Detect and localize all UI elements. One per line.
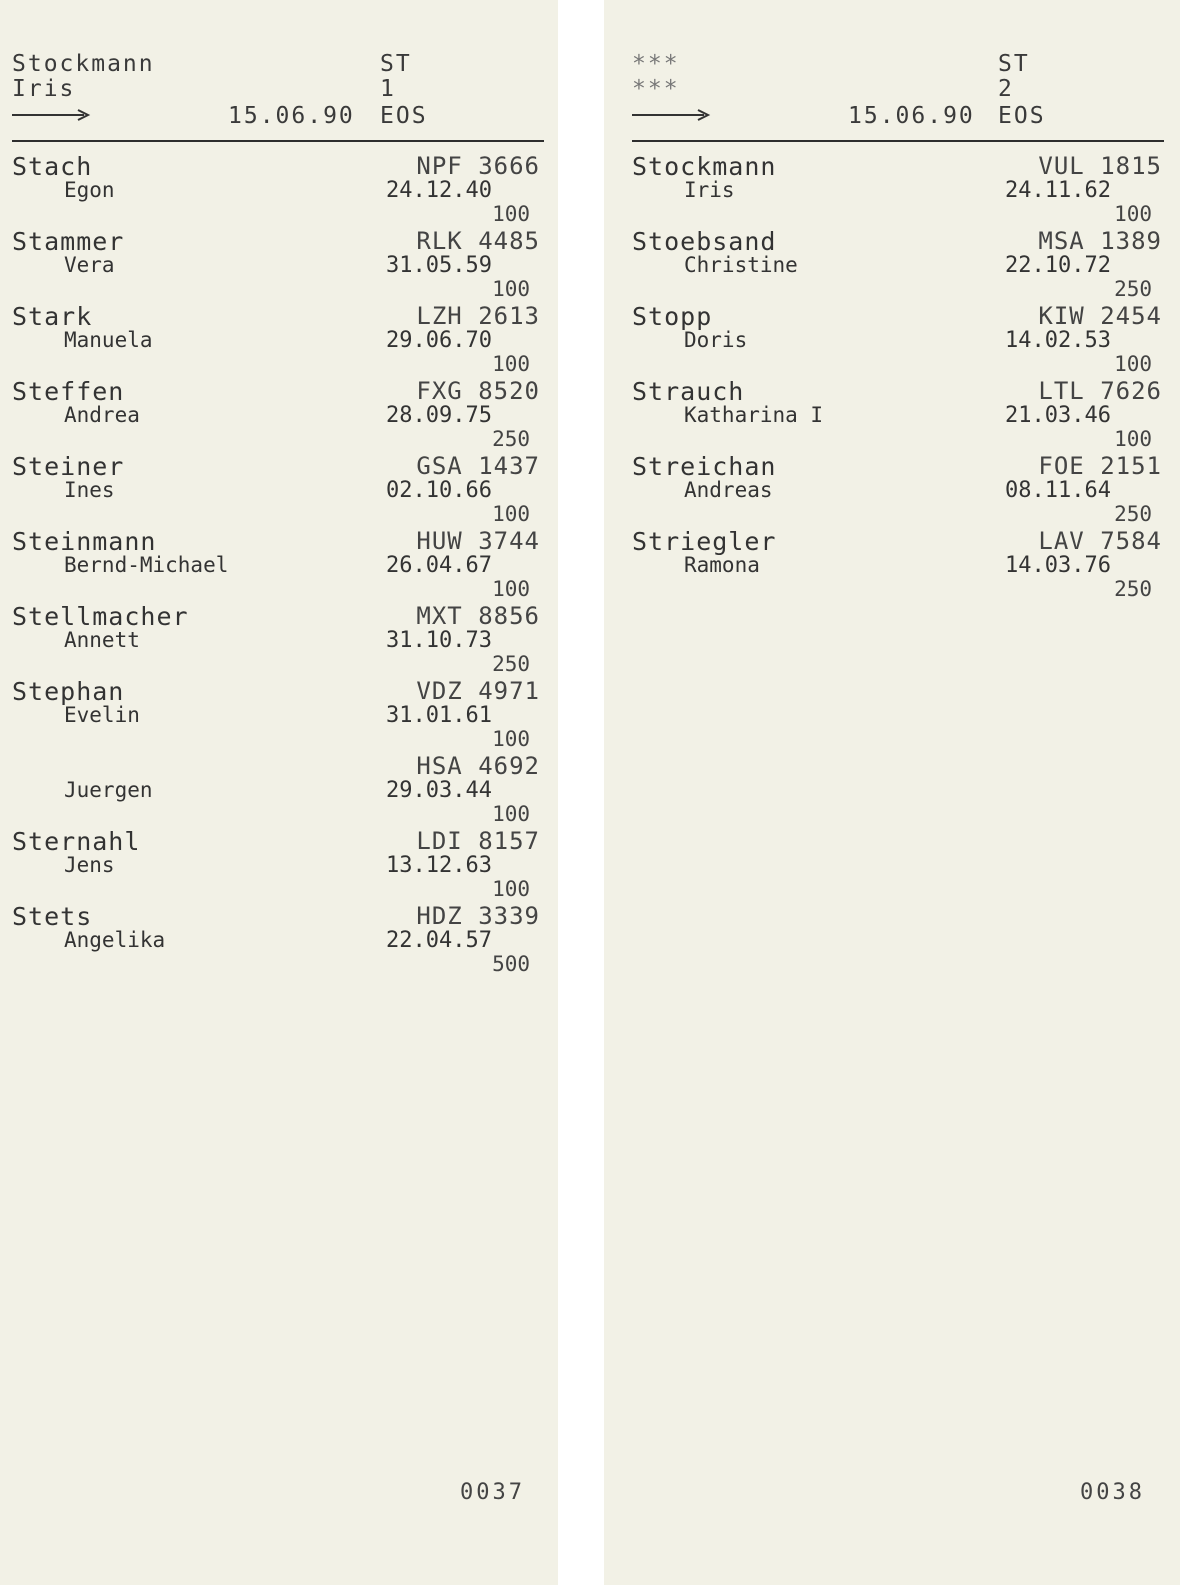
surname: Sternahl — [12, 827, 141, 856]
header-school-type: EOS — [380, 103, 428, 129]
amount: 250 — [492, 652, 530, 676]
list-item — [0, 602, 558, 678]
record-code: VUL 1815 — [1038, 152, 1162, 180]
birth-date: 24.12.40 — [386, 178, 492, 203]
birth-date: 13.12.63 — [386, 853, 492, 878]
birth-date: 14.02.53 — [1005, 328, 1111, 353]
list-item — [0, 302, 558, 378]
birth-date: 14.03.76 — [1005, 553, 1111, 578]
record-code: VDZ 4971 — [416, 677, 540, 705]
amount: 100 — [492, 502, 530, 526]
given-name: Annett — [64, 628, 140, 652]
birth-date: 02.10.66 — [386, 478, 492, 503]
header-divider — [12, 140, 544, 142]
birth-date: 31.01.61 — [386, 703, 492, 728]
record-code: LZH 2613 — [416, 302, 540, 330]
amount: 100 — [492, 202, 530, 226]
arrow-icon — [632, 108, 712, 122]
header-given: Iris — [12, 76, 76, 102]
birth-date: 21.03.46 — [1005, 403, 1111, 428]
birth-date: 26.04.67 — [386, 553, 492, 578]
surname: Stellmacher — [12, 602, 189, 631]
amount: 250 — [1114, 277, 1152, 301]
record-code: RLK 4485 — [416, 227, 540, 255]
record-code: LDI 8157 — [416, 827, 540, 855]
surname: Stach — [12, 152, 93, 181]
given-name: Juergen — [64, 778, 153, 802]
given-name: Ines — [64, 478, 115, 502]
record-code: HUW 3744 — [416, 527, 540, 555]
given-name: Evelin — [64, 703, 140, 727]
list-item — [0, 227, 558, 303]
given-name: Andreas — [684, 478, 773, 502]
surname: Stoebsand — [632, 227, 777, 256]
list-item — [0, 677, 558, 753]
surname: Strauch — [632, 377, 745, 406]
given-name: Christine — [684, 253, 798, 277]
surname: Stopp — [632, 302, 713, 331]
list-item — [620, 227, 1180, 303]
surname: Streichan — [632, 452, 777, 481]
surname: Steffen — [12, 377, 125, 406]
given-name: Vera — [64, 253, 115, 277]
record-code: GSA 1437 — [416, 452, 540, 480]
given-name: Doris — [684, 328, 748, 352]
given-name: Egon — [64, 178, 115, 202]
amount: 250 — [1114, 577, 1152, 601]
header-date: 15.06.90 — [228, 103, 355, 129]
header-class-number: 1 — [380, 76, 396, 102]
birth-date: 29.06.70 — [386, 328, 492, 353]
header-name: Stockmann — [12, 51, 155, 77]
list-item — [0, 452, 558, 528]
surname: Stockmann — [632, 152, 777, 181]
amount: 100 — [492, 802, 530, 826]
amount: 250 — [492, 427, 530, 451]
surname: Stark — [12, 302, 93, 331]
header-class-code: ST — [998, 51, 1030, 77]
amount: 100 — [1114, 202, 1152, 226]
surname: Striegler — [632, 527, 777, 556]
amount: 100 — [492, 577, 530, 601]
record-code: MXT 8856 — [416, 602, 540, 630]
header-divider — [632, 140, 1164, 142]
given-name: Andrea — [64, 403, 140, 427]
record-code: HDZ 3339 — [416, 902, 540, 930]
record-code: NPF 3666 — [416, 152, 540, 180]
surname: Stets — [12, 902, 93, 931]
amount: 100 — [492, 727, 530, 751]
birth-date: 31.05.59 — [386, 253, 492, 278]
birth-date: 24.11.62 — [1005, 178, 1111, 203]
list-item — [620, 377, 1180, 453]
list-item — [0, 152, 558, 228]
given-name: Manuela — [64, 328, 153, 352]
record-code: KIW 2454 — [1038, 302, 1162, 330]
record-code: MSA 1389 — [1038, 227, 1162, 255]
page-number: 0037 — [460, 1480, 525, 1505]
list-item — [0, 377, 558, 453]
record-code: LAV 7584 — [1038, 527, 1162, 555]
given-name: Iris — [684, 178, 735, 202]
surname: Steinmann — [12, 527, 157, 556]
record-code: LTL 7626 — [1038, 377, 1162, 405]
record-slip-1 — [0, 0, 558, 1585]
given-name: Angelika — [64, 928, 166, 952]
birth-date: 22.10.72 — [1005, 253, 1111, 278]
amount: 100 — [1114, 427, 1152, 451]
amount: 100 — [1114, 352, 1152, 376]
record-code: FOE 2151 — [1038, 452, 1162, 480]
given-name: Jens — [64, 853, 115, 877]
birth-date: 08.11.64 — [1005, 478, 1111, 503]
header-given: *** — [632, 76, 680, 102]
birth-date: 31.10.73 — [386, 628, 492, 653]
header-date: 15.06.90 — [848, 103, 975, 129]
amount: 500 — [492, 952, 530, 976]
record-code: HSA 4692 — [416, 752, 540, 780]
amount: 100 — [492, 277, 530, 301]
list-item — [620, 302, 1180, 378]
header-school-type: EOS — [998, 103, 1046, 129]
birth-date: 28.09.75 — [386, 403, 492, 428]
record-code: FXG 8520 — [416, 377, 540, 405]
list-item — [0, 527, 558, 603]
list-item — [620, 452, 1180, 528]
surname: Steiner — [12, 452, 125, 481]
list-item — [0, 827, 558, 903]
list-item — [0, 752, 558, 828]
amount: 100 — [492, 877, 530, 901]
surname: Stammer — [12, 227, 125, 256]
record-slip-2 — [604, 0, 1180, 1585]
arrow-icon — [12, 108, 92, 122]
header-class-code: ST — [380, 51, 412, 77]
given-name: Bernd-Michael — [64, 553, 229, 577]
amount: 100 — [492, 352, 530, 376]
surname: Stephan — [12, 677, 125, 706]
header-class-number: 2 — [998, 76, 1014, 102]
list-item — [620, 152, 1180, 228]
birth-date: 22.04.57 — [386, 928, 492, 953]
page-number: 0038 — [1080, 1480, 1145, 1505]
list-item — [0, 902, 558, 978]
given-name: Katharina I — [684, 403, 824, 427]
birth-date: 29.03.44 — [386, 778, 492, 803]
list-item — [620, 527, 1180, 603]
given-name: Ramona — [684, 553, 760, 577]
amount: 250 — [1114, 502, 1152, 526]
header-name: *** — [632, 51, 680, 77]
